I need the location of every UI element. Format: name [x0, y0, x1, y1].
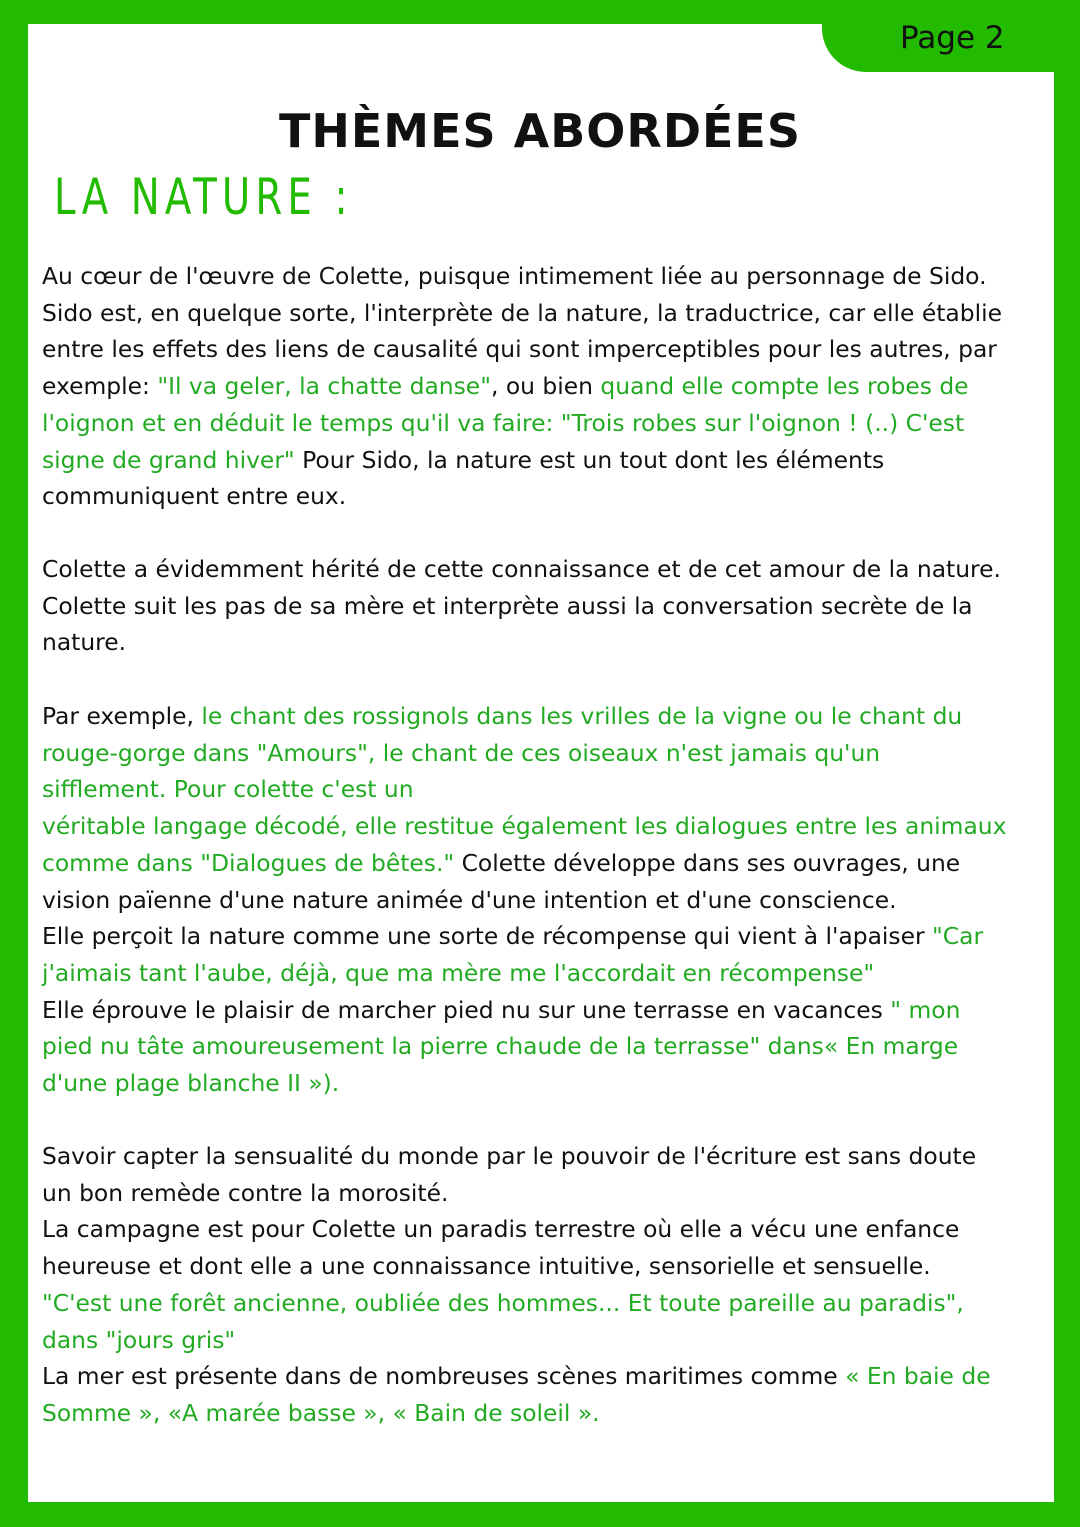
p3-line-1: [42, 698, 1006, 735]
p3-line-8: j'aimais tant l'aube, déjà, que ma mère me l'accordait en récompense": [42, 958, 875, 987]
p3-line-2: rouge-gorge dans "Amours", le chant de ces oiseaux n'est jamais qu'un: [42, 738, 881, 767]
quote-baie-start: « En baie de: [845, 1362, 991, 1391]
quote-aube-start: "Car: [932, 922, 984, 951]
p4-line-8: Somme », «A marée basse », « Bain de soleil ».: [42, 1398, 600, 1427]
p3-line-9-text: Elle éprouve le plaisir de marcher pied nu sur une terrasse en vacances: [42, 995, 891, 1024]
p3-line-3: sifflement. Pour colette c'est un: [42, 775, 414, 804]
p4-line-7: [42, 1358, 991, 1395]
p1-line-5: l'oignon et en déduit le temps qu'il va faire: "Trois robes sur l'oignon ! (..) C'est: [42, 408, 965, 437]
p3-line-10: pied nu tâte amoureusement la pierre chaude de la terrasse" dans« En marge: [42, 1032, 959, 1061]
p4-line-3: La campagne est pour Colette un paradis terrestre où elle a vécu une enfance: [42, 1215, 960, 1244]
p3-line-1-text: Par exemple,: [42, 702, 202, 730]
p2-line-1: Colette a évidemment hérité de cette connaissance et de cet amour de la nature.: [42, 555, 1001, 583]
p2-line-3: nature.: [42, 628, 127, 657]
p1-line-1: Au cœur de l'œuvre de Colette, puisque intimement liée au personnage de Sido.: [42, 262, 987, 290]
paragraph-2: [42, 551, 1001, 661]
quote-pied-start: " mon: [890, 995, 961, 1024]
paragraph-3: [42, 698, 1006, 1102]
quote-dialogues: comme dans "Dialogues de bêtes.": [42, 848, 455, 877]
p4-line-4: heureuse et dont elle a une connaissance intuitive, sensorielle et sensuelle.: [42, 1252, 931, 1281]
p3-line-7: [42, 918, 1006, 955]
p4-line-2: un bon remède contre la morosité.: [42, 1178, 449, 1207]
paragraph-4: [42, 1138, 991, 1432]
p3-line-5: [42, 845, 1006, 882]
p1-line-4: [42, 368, 1002, 405]
p1-line-2: Sido est, en quelque sorte, l'interprète de la nature, la traductrice, car elle établie: [42, 298, 1002, 327]
p3-line-11: d'une plage blanche II »).: [42, 1069, 340, 1098]
quote-oignon-end: signe de grand hiver": [42, 445, 295, 474]
p3-line-9: [42, 992, 1006, 1029]
page-title: THÈMES ABORDÉES: [279, 104, 801, 158]
section-title: LA NATURE :: [54, 168, 353, 226]
p2-line-2: Colette suit les pas de sa mère et interprète aussi la conversation secrète de la: [42, 591, 973, 620]
p4-line-5: "C'est une forêt ancienne, oubliée des hommes... Et toute pareille au paradis",: [42, 1288, 964, 1317]
p1-line-3: entre les effets des liens de causalité qui sont imperceptibles pour les autres, par: [42, 335, 997, 364]
quote-oignon-start: quand elle compte les robes de: [600, 372, 969, 401]
p3-line-6: vision païenne d'une nature animée d'une intention et d'une conscience.: [42, 885, 897, 914]
paragraph-1: [42, 258, 1002, 515]
quote-chatte: "Il va geler, la chatte danse": [157, 372, 491, 401]
p4-line-1: Savoir capter la sensualité du monde par le pouvoir de l'écriture est sans doute: [42, 1142, 977, 1170]
p1-line-6: [42, 442, 1002, 479]
p1-line-6-text: Pour Sido, la nature est un tout dont les éléments: [294, 445, 885, 474]
p3-line-5-text: Colette développe dans ses ouvrages, une: [454, 848, 961, 877]
p3-line-4: véritable langage décodé, elle restitue également les dialogues entre les animaux: [42, 812, 1007, 841]
p3-line-7-text: Elle perçoit la nature comme une sorte de récompense qui vient à l'apaiser: [42, 922, 933, 951]
p4-line-6: dans "jours gris": [42, 1325, 236, 1354]
quote-rossignols: le chant des rossignols dans les vrilles de la vigne ou le chant du: [201, 702, 963, 730]
p1-line-4-text-2: , ou bien: [490, 372, 601, 401]
p4-line-7-text: La mer est présente dans de nombreuses scènes maritimes comme: [42, 1362, 846, 1391]
p1-line-7: communiquent entre eux.: [42, 482, 347, 511]
p1-line-4-text: exemple:: [42, 372, 158, 401]
page-number: Page 2: [900, 20, 1005, 56]
